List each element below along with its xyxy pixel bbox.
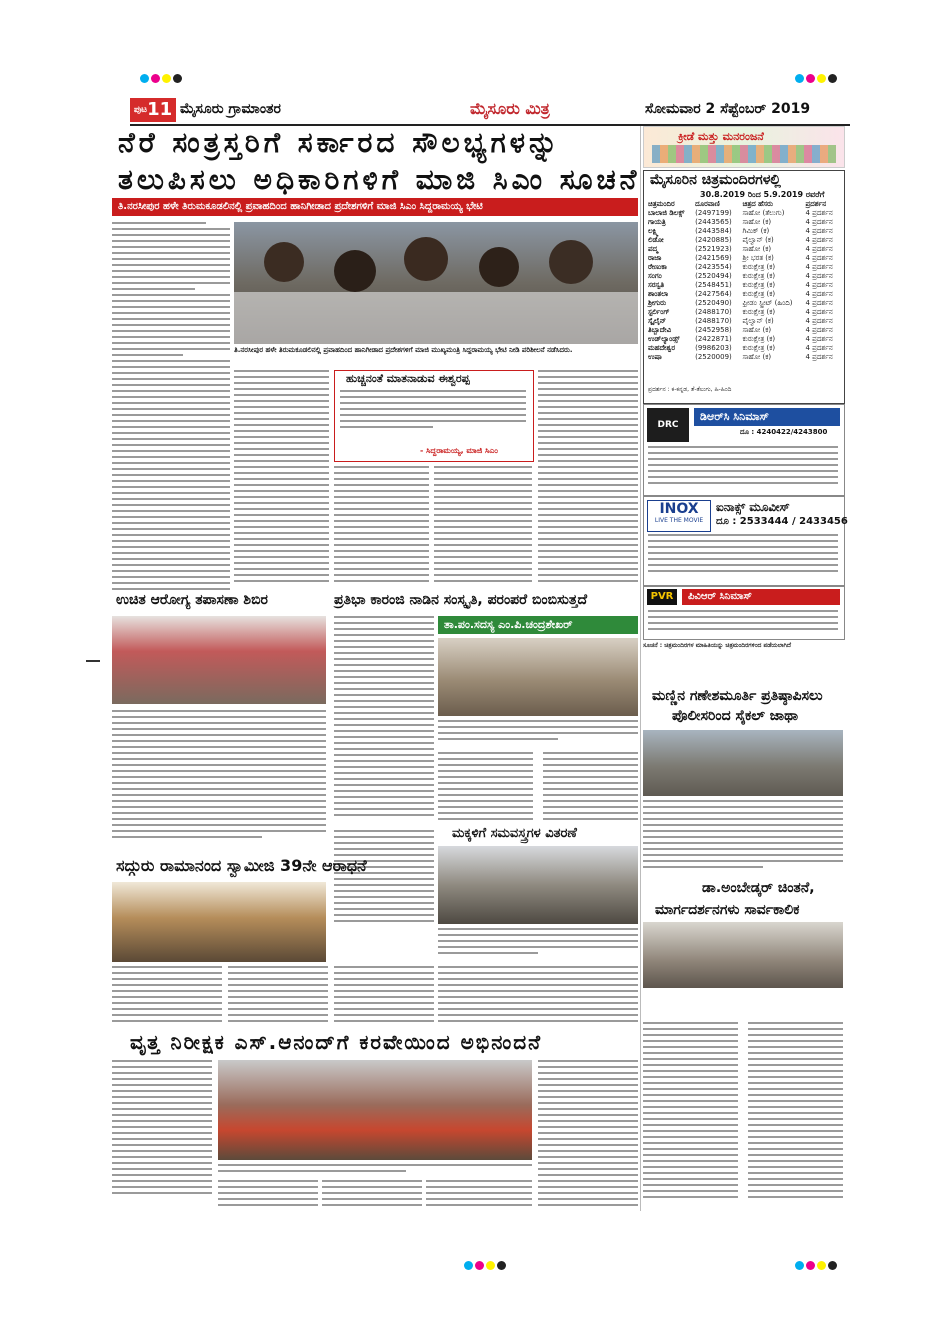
cinema-cell-film: ಫ್ರೀಡಂ ಸ್ಟ್ರೀಟ್ (ಹಿಂದಿ) <box>742 299 793 307</box>
health-camp-text <box>112 710 326 850</box>
sports-banner <box>643 126 845 168</box>
cinema-cell-theatre: ಶ್ರೀಗುರು <box>648 299 667 307</box>
cinema-cell-theatre: ತಿಬ್ಬಾದೇವಿ <box>648 326 672 334</box>
inox-name: ಐನಾಕ್ಸ್ ಮೂವೀಸ್ <box>716 500 790 514</box>
cinema-cell-film: ಗಿಮಿಕ್ (ಕ) <box>742 227 770 235</box>
cinema-cell-phone: (2422871) <box>695 335 732 343</box>
cinema-row <box>646 353 840 362</box>
cinema-cell-theatre: ಲಕ್ಷ್ಮಿ <box>648 227 659 235</box>
cinema-cell-shows: 4 ಪ್ರದರ್ಶನ <box>805 290 833 298</box>
drc-name: ಡಿಆರ್‌ಸಿ ಸಿನಿಮಾಸ್ <box>694 408 840 426</box>
cinema-cell-theatre: ರಾಜಾ <box>648 254 662 262</box>
anand-text-column-3 <box>322 1180 422 1210</box>
drc-phone: ದೂ : 4240422/4243800 <box>740 428 828 436</box>
quote-title: ಹುಚ್ಚನಂತೆ ಮಾತನಾಡುವ ಈಶ್ವರಪ್ಪ <box>346 372 470 385</box>
inox-logo-text: INOX <box>659 501 699 517</box>
cinema-cell-shows: 4 ಪ್ರದರ್ಶನ <box>805 308 833 316</box>
lead-text-column-1 <box>112 222 230 590</box>
inox-logo-subtext: LIVE THE MOVIE <box>654 517 704 524</box>
col-header-theatre: ಚಿತ್ರಮಂದಿರ <box>648 200 675 208</box>
cinema-cell-phone: (2488170) <box>695 308 732 316</box>
section-title: ಮೈಸೂರು ಗ್ರಾಮಾಂತರ <box>180 101 281 117</box>
cinema-cell-shows: 4 ಪ್ರದರ್ಶನ <box>805 209 833 217</box>
lead-photo <box>234 222 638 344</box>
ganesha-headline-line2: ಪೊಲೀಸರಿಂದ ಸೈಕಲ್ ಜಾಥಾ <box>672 708 799 724</box>
cinema-cell-phone: (2452958) <box>695 326 732 334</box>
health-camp-photo <box>112 616 326 704</box>
cinema-cell-theatre: ಲಿಡೋ <box>648 236 664 244</box>
cinema-row <box>646 281 840 290</box>
cinema-cell-film: ಕುರುಕ್ಷೇತ್ರ (ಕ) <box>742 263 776 271</box>
talent-photo <box>438 638 638 716</box>
sadguru-text-column-3 <box>334 966 434 1026</box>
lead-text-column-4 <box>434 466 532 590</box>
talent-text-column-2 <box>438 752 533 822</box>
ambedkar-photo <box>643 922 843 988</box>
cinema-row <box>646 263 840 272</box>
cinema-cell-phone: (2443584) <box>695 227 732 235</box>
cinema-cell-film: ಪೈಲ್ವಾನ್ (ಕ) <box>742 317 774 325</box>
children-headline: ಮಕ್ಕಳಿಗೆ ಸಮವಸ್ತ್ರಗಳ ವಿತರಣೆ <box>452 826 577 841</box>
cinema-cell-shows: 4 ಪ್ರದರ್ಶನ <box>805 335 833 343</box>
sports-figures <box>652 145 836 163</box>
cinema-cell-film: ಕುರುಕ್ಷೇತ್ರ (ಕ) <box>742 335 776 343</box>
lead-photo-caption: ತಿ.ನರಸೀಪುರ ಹಳೇ ತಿರುಮಕೂಡಲಿನಲ್ಲಿ ಪ್ರವಾಹದಿಂದ ಹಾನಿಗೀಡಾದ ಪ್ರದೇಶಗಳಿಗೆ ಮಾಜಿ ಮುಖ್ಯಮಂತ್ರಿ ಸಿದ್ದರಾಮಯ್ಯ ಭೇಟಿ ನೀಡಿ ಪರಿಶೀಲನೆ ನಡೆಸಿದರು. <box>234 346 573 354</box>
inox-phone: ದೂ : 2533444 / 2433456 <box>716 516 848 527</box>
cinema-row <box>646 227 840 236</box>
cinema-cell-shows: 4 ಪ್ರದರ್ಶನ <box>805 326 833 334</box>
cinema-row <box>646 335 840 344</box>
cinema-cell-phone: (2423554) <box>695 263 732 271</box>
cinema-cell-shows: 4 ಪ್ರದರ್ಶನ <box>805 236 833 244</box>
cinema-row <box>646 317 840 326</box>
registration-marks-bottom-right <box>795 1255 839 1274</box>
cinema-cell-film: ಕುರುಕ್ಷೇತ್ರ (ಕ) <box>742 308 776 316</box>
cinema-row <box>646 290 840 299</box>
cinema-cell-phone: (2427564) <box>695 290 732 298</box>
anand-text-column-2 <box>218 1180 318 1210</box>
children-photo <box>438 846 638 924</box>
cinema-row <box>646 344 840 353</box>
ambedkar-headline-line1: ಡಾ.ಅಂಬೇಡ್ಕರ್ ಚಿಂತನೆ, <box>702 880 815 896</box>
cinema-cell-shows: 4 ಪ್ರದರ್ಶನ <box>805 299 833 307</box>
cinema-listing-title: ಮೈಸೂರಿನ ಚಿತ್ರಮಂದಿರಗಳಲ್ಲಿ <box>650 172 781 188</box>
ganesha-text <box>643 800 843 872</box>
cinema-cell-phone: (2520490) <box>695 299 732 307</box>
cinema-row <box>646 209 840 218</box>
col-header-film: ಚಿತ್ರದ ಹೆಸರು <box>742 200 773 208</box>
cinema-cell-shows: 4 ಪ್ರದರ್ಶನ <box>805 272 833 280</box>
cinema-cell-film: ಸಾಹೋ (ಕ) <box>742 245 772 253</box>
cinema-cell-phone: (9986203) <box>695 344 732 352</box>
column-rule <box>640 126 641 1211</box>
ganesha-photo <box>643 730 843 796</box>
sadguru-headline: ಸದ್ಗುರು ರಾಮಾನಂದ ಸ್ವಾಮೀಜಿ 39ನೇ ಆರಾಧನೆ <box>116 856 367 875</box>
cinema-cell-theatre: ಉಷಾ <box>648 353 662 361</box>
cinema-cell-theatre: ಉಡ್‌ಲ್ಯಾಂಡ್ಸ್ <box>648 335 680 343</box>
cinema-cell-phone: (2420885) <box>695 236 732 244</box>
sports-banner-title: ಕ್ರೀಡೆ ಮತ್ತು ಮನರಂಜನೆ <box>678 130 764 143</box>
cinema-cell-film: ಕುರುಕ್ಷೇತ್ರ (ಕ) <box>742 344 776 352</box>
cinema-cell-theatre: ಸರಸ್ವತಿ <box>648 281 665 289</box>
sadguru-text-column-2 <box>228 966 328 1026</box>
registration-marks-bottom <box>464 1255 508 1274</box>
cinema-cell-theatre: ಬಾಲಾಜಿ ಡಿಲಕ್ಸ್ <box>648 209 685 217</box>
anand-photo <box>218 1060 532 1160</box>
ambedkar-text-column-2 <box>748 1022 843 1202</box>
cinema-cell-shows: 4 ಪ್ರದರ್ಶನ <box>805 344 833 352</box>
cinema-row <box>646 236 840 245</box>
registration-marks-top-right <box>795 68 839 87</box>
pvr-logo: PVR <box>647 589 677 605</box>
lead-text-column-3 <box>334 466 429 590</box>
quote-text <box>340 390 526 434</box>
cinema-cell-shows: 4 ಪ್ರದರ್ಶನ <box>805 245 833 253</box>
cinema-cell-film: ಸಾಹೋ (ತೆಲುಗು) <box>742 209 785 217</box>
talent-text-column-3 <box>543 752 638 822</box>
cinema-row <box>646 218 840 227</box>
sadguru-photo <box>112 882 326 962</box>
ambedkar-headline-line2: ಮಾರ್ಗದರ್ಶನಗಳು ಸಾರ್ವಕಾಲಿಕ <box>655 902 800 918</box>
cinema-cell-theatre: ಪದ್ಮ <box>648 245 658 253</box>
cinema-rows <box>646 209 840 362</box>
ganesha-headline-line1: ಮಣ್ಣಿನ ಗಣೇಶಮೂರ್ತಿ ಪ್ರತಿಷ್ಠಾಪಿಸಲು <box>652 688 823 704</box>
col-header-shows: ಪ್ರದರ್ಶನ <box>805 200 827 208</box>
cinema-cell-phone: (2421569) <box>695 254 732 262</box>
cinema-cell-film: ಶ್ರೀ ಭರತ (ಕ) <box>742 254 774 262</box>
talent-caption <box>438 720 638 746</box>
cinema-listing-dates: 30.8.2019 ರಿಂದ 5.9.2019 ರವರೆಗೆ <box>700 190 825 199</box>
cinema-cell-phone: (2521923) <box>695 245 732 253</box>
page-number: 11 <box>147 99 173 120</box>
cinema-cell-theatre: ಸ್ಟರ್ಲಿಂಗ್ <box>648 308 670 316</box>
issue-date: ಸೋಮವಾರ 2 ಸೆಪ್ಟೆಂಬರ್ 2019 <box>645 101 811 117</box>
cinema-table <box>646 200 840 362</box>
cinema-cell-theatre: ಸಂಗಂ <box>648 272 662 280</box>
cinema-cell-shows: 4 ಪ್ರದರ್ಶನ <box>805 218 833 226</box>
lead-headline-line1: ನೆರೆ ಸಂತ್ರಸ್ತರಿಗೆ ಸರ್ಕಾರದ ಸೌಲಭ್ಯಗಳನ್ನು <box>118 126 562 159</box>
pvr-showtimes <box>648 610 838 636</box>
cinema-cell-phone: (2548451) <box>695 281 732 289</box>
anand-photo-caption <box>218 1164 532 1178</box>
talent-text-column-1 <box>334 616 434 826</box>
cinema-cell-phone: (2520009) <box>695 353 732 361</box>
drc-logo: DRC <box>647 408 689 442</box>
anand-text-column-1 <box>112 1060 212 1200</box>
col-header-phone: ದೂರವಾಣಿ <box>695 200 720 208</box>
cinema-cell-film: ಕುರುಕ್ಷೇತ್ರ (ಕ) <box>742 272 776 280</box>
ambedkar-text-column-1 <box>643 1022 738 1202</box>
cinema-cell-shows: 4 ಪ್ರದರ್ಶನ <box>805 227 833 235</box>
cinema-cell-shows: 4 ಪ್ರದರ್ಶನ <box>805 254 833 262</box>
children-caption <box>438 928 638 958</box>
masthead-brand: ಮೈಸೂರು ಮಿತ್ರ <box>470 99 550 118</box>
page-label: ಪುಟ <box>133 105 148 115</box>
talent-headline: ಪ್ರತಿಭಾ ಕಾರಂಜಿ ನಾಡಿನ ಸಂಸ್ಕೃತಿ, ಪರಂಪರೆ ಬಿಂಬಿಸುತ್ತದೆ <box>334 592 588 608</box>
cinema-cell-film: ಸಾಹೋ (ಕ) <box>742 353 772 361</box>
cinema-cell-film: ಕುರುಕ್ಷೇತ್ರ (ಕ) <box>742 290 776 298</box>
cinema-row <box>646 326 840 335</box>
sadguru-text-column-1 <box>112 966 222 1026</box>
cinema-row <box>646 245 840 254</box>
lead-subhead: ತಿ.ನರಸೀಪುರ ಹಳೇ ತಿರುಮಕೂಡಲಿನಲ್ಲಿ ಪ್ರವಾಹದಿಂದ ಹಾನಿಗೀಡಾದ ಪ್ರದೇಶಗಳಿಗೆ ಮಾಜಿ ಸಿಎಂ ಸಿದ್ದರಾಮಯ್ಯ ಭೇಟಿ <box>112 198 638 216</box>
cinema-cell-theatre: ಗಾಯತ್ರಿ <box>648 218 666 226</box>
cinema-cell-shows: 4 ಪ್ರದರ್ಶನ <box>805 263 833 271</box>
cinema-cell-shows: 4 ಪ್ರದರ್ಶನ <box>805 353 833 361</box>
pvr-name: ಪಿವಿಆರ್ ಸಿನಿಮಾಸ್ <box>682 589 840 605</box>
cinema-row <box>646 308 840 317</box>
page-number-box <box>130 98 176 122</box>
cinema-cell-phone: (2497199) <box>695 209 732 217</box>
cinema-cell-phone: (2520494) <box>695 272 732 280</box>
cinema-cell-theatre: ಮಹದೇಶ್ವರ <box>648 344 676 352</box>
drc-showtimes <box>648 446 838 490</box>
anand-text-column-4 <box>426 1180 532 1210</box>
cinema-cell-shows: 4 ಪ್ರದರ್ಶನ <box>805 281 833 289</box>
cinema-cell-theatre: ಶಾಂತಲಾ <box>648 290 669 298</box>
lead-headline-line2: ತಲುಪಿಸಲು ಅಧಿಕಾರಿಗಳಿಗೆ ಮಾಜಿ ಸಿಎಂ ಸೂಚನೆ <box>118 163 641 196</box>
cinema-cell-film: ಸಾಹೋ (ಕ) <box>742 326 772 334</box>
cinema-cell-phone: (2443565) <box>695 218 732 226</box>
cinema-row <box>646 272 840 281</box>
cinema-cell-shows: 4 ಪ್ರದರ್ಶನ <box>805 317 833 325</box>
talent-subhead: ತಾ.ಪಂ.ಸದಸ್ಯ ಎಂ.ಪಿ.ಚಂದ್ರಶೇಖರ್ <box>438 616 638 634</box>
inox-logo <box>647 500 711 532</box>
cinema-cell-phone: (2488170) <box>695 317 732 325</box>
anand-headline: ವೃತ್ತ ನಿರೀಕ್ಷಕ ಎಸ್.ಆನಂದ್‌ಗೆ ಕರವೇಯಿಂದ ಅಭಿನಂದನೆ <box>130 1030 543 1054</box>
crop-mark <box>86 660 100 662</box>
anand-text-column-5 <box>538 1060 638 1210</box>
cinema-notice: ಸೂಚನೆ : ಚಿತ್ರಮಂದಿರಗಳ ಮಾಹಿತಿಯನ್ನು ಚಿತ್ರಮಂದಿರಗಳಿಂದ ಪಡೆಯಲಾಗಿದೆ <box>643 642 791 649</box>
cinema-cell-film: ಪೈಲ್ವಾನ್ (ಕ) <box>742 236 774 244</box>
cinema-row <box>646 299 840 308</box>
cinema-row <box>646 254 840 263</box>
health-camp-headline: ಉಚಿತ ಆರೋಗ್ಯ ತಪಾಸಣಾ ಶಿಬಿರ <box>116 592 268 608</box>
children-text-column-2 <box>438 966 638 1026</box>
cinema-footnote: ಪ್ರದರ್ಶನ : ಕ-ಕನ್ನಡ, ತೆ-ತೆಲುಗು, ಹಿ-ಹಿಂದಿ <box>648 386 732 393</box>
cinema-cell-film: ಕುರುಕ್ಷೇತ್ರ (ಕ) <box>742 281 776 289</box>
cinema-cell-theatre: ರೇಣುಕಾ <box>648 263 667 271</box>
cinema-cell-film: ಸಾಹೋ (ಕ) <box>742 218 772 226</box>
cinema-cell-theatre: ಸ್ಕೈಲೈನ್ <box>648 317 666 325</box>
lead-text-column-5 <box>538 370 638 590</box>
quote-signature: - ಸಿದ್ದರಾಮಯ್ಯ, ಮಾಜಿ ಸಿಎಂ <box>420 446 498 455</box>
inox-showtimes <box>648 534 838 580</box>
lead-text-column-2 <box>234 370 329 590</box>
children-text-column-1 <box>334 830 434 930</box>
registration-marks-top-left <box>140 68 184 87</box>
